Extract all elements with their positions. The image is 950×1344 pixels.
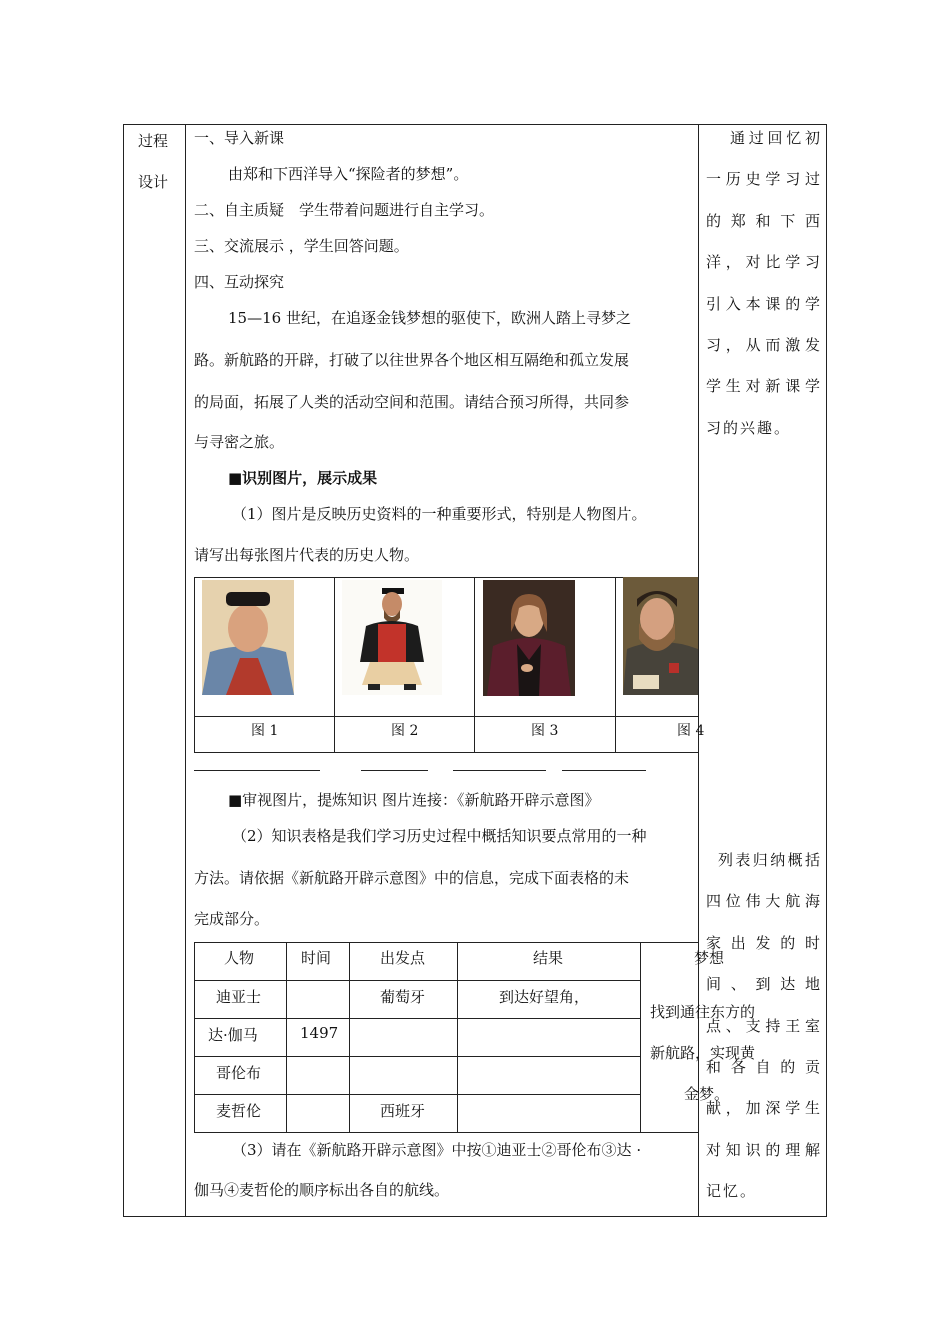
kt-vline [194, 942, 195, 1133]
paragraph-line: 15—16 世纪，在追逐金钱梦想的驱使下，欧洲人踏上寻梦之 [228, 309, 631, 327]
answer-blank-3[interactable] [453, 770, 546, 771]
portrait-3-image [483, 580, 575, 696]
pic-table-bottom [194, 752, 698, 753]
question-1-line: 请写出每张图片代表的历史人物。 [194, 546, 420, 564]
section-4-title: 四、互动探究 [194, 273, 285, 291]
table-header-result: 结果 [533, 949, 564, 967]
kt-vline [349, 942, 350, 1133]
kt-vline [286, 942, 287, 1133]
kt-line [194, 980, 640, 981]
frame-left [123, 124, 124, 1217]
section-2: 二、自主质疑 学生带着问题进行自主学习。 [194, 201, 495, 219]
pic-table-v [194, 577, 195, 753]
heading-review-pictures: ■审视图片，提炼知识 图片连接：《新航路开辟示意图》 [228, 791, 600, 809]
table-cell: 西班牙 [380, 1102, 426, 1120]
paragraph-line: 与寻密之旅。 [194, 433, 285, 451]
kt-line [194, 1094, 640, 1095]
section-1-title: 一、导入新课 [194, 129, 285, 147]
kt-line [194, 1018, 640, 1019]
portrait-2-image [342, 580, 442, 695]
table-cell: 哥伦布 [216, 1064, 262, 1082]
label-design: 设计 [138, 173, 169, 191]
kt-line [194, 1056, 640, 1057]
caption-figure-3: 图 3 [531, 723, 559, 739]
table-header-dream: 梦想 [694, 949, 725, 967]
caption-figure-1: 图 1 [251, 723, 279, 739]
question-3-line: （3）请在《新航路开辟示意图》中按①迪亚士②哥伦布③达 · [232, 1141, 642, 1159]
paragraph-line: 路。新航路的开辟，打破了以往世界各个地区相互隔绝和孤立发展 [194, 351, 630, 369]
question-2-line: 方法。请依据《新航路开辟示意图》中的信息，完成下面表格的未 [194, 869, 630, 887]
kt-line [194, 942, 698, 943]
question-2-line: 完成部分。 [194, 910, 270, 928]
portrait-1-image [202, 580, 294, 695]
answer-blank-2[interactable] [361, 770, 428, 771]
frame-right [826, 124, 827, 1217]
heading-identify-pictures: ■识别图片，展示成果 [228, 469, 378, 487]
portrait-4-image [623, 577, 698, 695]
table-cell: 到达好望角， [499, 988, 590, 1006]
frame-col1 [185, 124, 186, 1217]
paragraph-line: 的局面，拓展了人类的活动空间和范围。请结合预习所得，共同参 [194, 393, 630, 411]
pic-table-mid [194, 716, 698, 717]
section-3: 三、交流展示 ，学生回答问题。 [194, 237, 409, 255]
side-note-table: 列表归纳概括四位伟大航海家出发的时间、到达地点、支持王室和各自的贡献，加深学生对知识的理解记忆。 [706, 851, 822, 1201]
pic-table-v [334, 577, 335, 753]
kt-vline [640, 942, 641, 1133]
answer-blank-1[interactable] [194, 770, 320, 771]
dream-text: 找到通往东方的 [650, 1003, 756, 1021]
table-cell: 1497 [300, 1024, 339, 1042]
pic-table-v [474, 577, 475, 753]
frame-bottom [123, 1216, 827, 1217]
section-1-body: 由郑和下西洋导入“探险者的梦想”。 [228, 165, 469, 183]
table-header-person: 人物 [224, 949, 255, 967]
dream-text: 金梦。 [684, 1085, 730, 1103]
question-2-line: （2）知识表格是我们学习历史过程中概括知识要点常用的一种 [232, 827, 647, 845]
answer-blank-4[interactable] [562, 770, 646, 771]
question-1-line: （1）图片是反映历史资料的一种重要形式，特别是人物图片。 [232, 505, 647, 523]
label-process: 过程 [138, 132, 169, 150]
caption-figure-2: 图 2 [391, 723, 419, 739]
pic-table-v [615, 577, 616, 753]
table-header-origin: 出发点 [380, 949, 426, 967]
table-header-time: 时间 [301, 949, 332, 967]
side-note-intro: 通过回忆初一历史学习过的郑和下西洋，对比学习引入本课的学习，从而激发学生对新课学习的兴趣。 [706, 129, 822, 437]
dream-text: 新航路，实现黄 [650, 1044, 756, 1062]
table-cell: 葡萄牙 [380, 988, 426, 1006]
caption-figure-4: 图 4 [677, 723, 705, 739]
kt-vline [457, 942, 458, 1133]
table-cell: 迪亚士 [216, 988, 262, 1006]
kt-line [194, 1132, 698, 1133]
table-cell: 麦哲伦 [216, 1102, 262, 1120]
question-3-line: 伽马④麦哲伦的顺序标出各自的航线。 [194, 1181, 450, 1199]
table-cell: 达·伽马 [208, 1026, 258, 1044]
